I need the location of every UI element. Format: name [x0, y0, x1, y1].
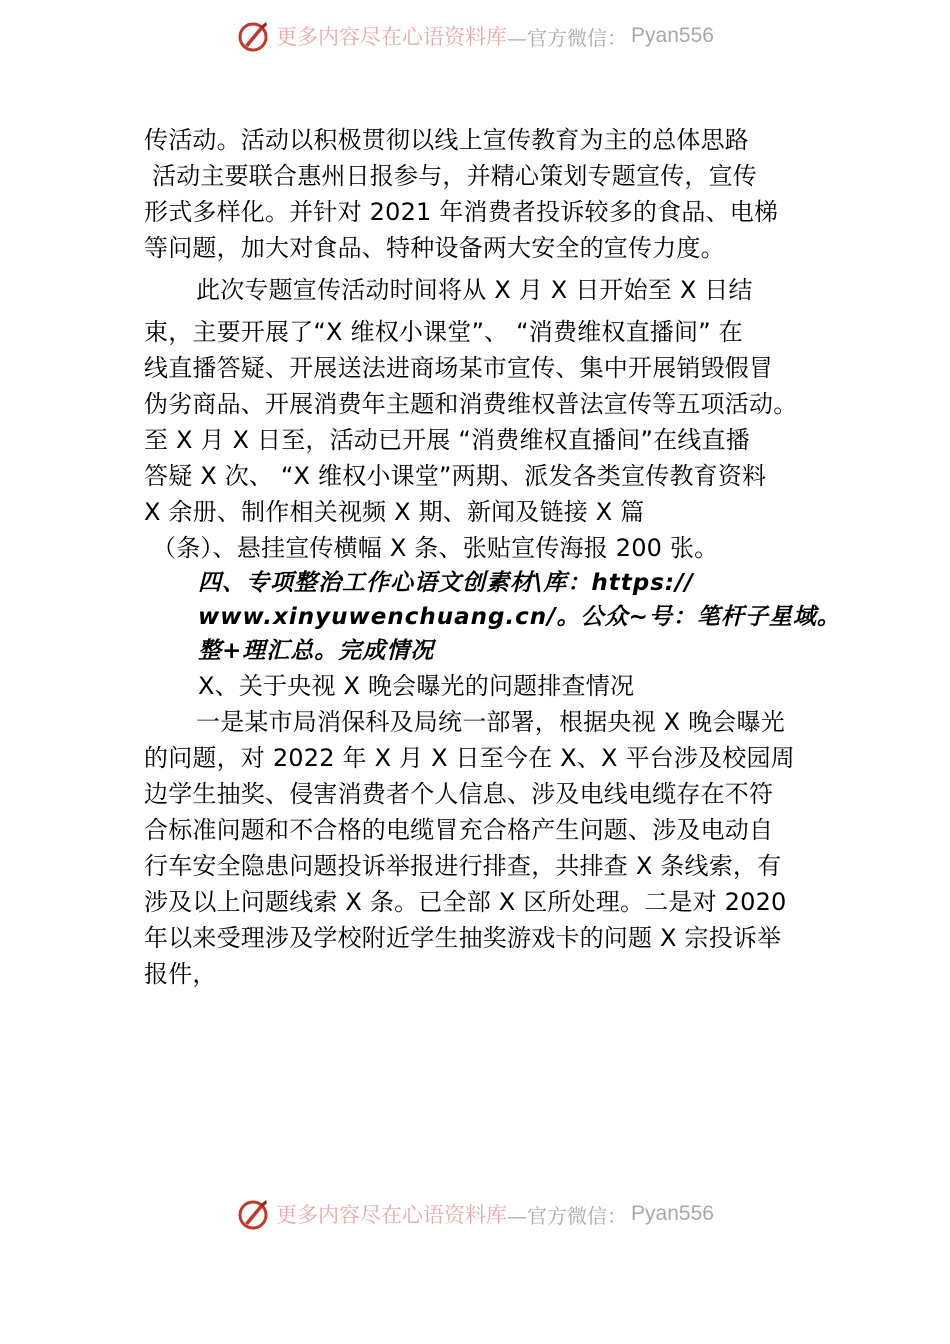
pen-circle-logo-icon	[236, 19, 270, 53]
subsection-heading: X、关于央视 X 晚会曝光的问题排查情况	[198, 672, 635, 700]
footer-wechat-handle: Pyan556	[631, 1202, 714, 1225]
text-line-8: 伪劣商品、开展消费年主题和消费维权普法宣传等五项活动。	[144, 390, 798, 418]
footer-brand-text: 更多内容尽在心语资料库	[276, 1203, 508, 1227]
text-line-21: 行车安全隐患问题投诉举报进行排查，共排查 X 条线索，有	[144, 852, 782, 880]
text-line-10: 答疑 X 次、 “X 维权小课堂”两期、派发各类宣传教育资料	[144, 462, 767, 490]
header-brand-text: 更多内容尽在心语资料库	[276, 25, 508, 49]
text-line-4: 等问题，加大对食品、特种设备两大安全的宣传力度。	[144, 234, 725, 262]
text-line-17: 一是某市局消保科及局统一部署，根据央视 X 晚会曝光	[196, 708, 785, 736]
text-line-1: 传活动。活动以积极贯彻以线上宣传教育为主的总体思路	[144, 126, 749, 154]
text-line-7: 线直播答疑、开展送法进商场某市宣传、集中开展销毁假冒	[144, 354, 774, 382]
text-line-6: 束，主要开展了“X 维权小课堂”、 “消费维权直播间” 在	[144, 318, 743, 346]
header-banner	[0, 14, 950, 58]
section-heading-line-2: www.xinyuwenchuang.cn/。公众~号：笔杆子星域。	[198, 604, 841, 630]
text-line-20: 合标准问题和不合格的电缆冒充合格产生问题、涉及电动自	[144, 816, 774, 844]
text-line-23: 年以来受理涉及学校附近学生抽奖游戏卡的问题 X 宗投诉举	[144, 924, 782, 952]
text-line-11: X 余册、制作相关视频 X 期、新闻及链接 X 篇	[144, 498, 645, 526]
text-line-12: （条）、悬挂宣传横幅 X 条、张贴宣传海报 200 张。	[152, 534, 719, 562]
section-heading-line-1: 四、专项整治工作心语文创素材\库：https://	[198, 570, 694, 596]
text-line-2: 活动主要联合惠州日报参与，并精心策划专题宣传，宣传	[152, 162, 757, 190]
text-line-18: 的问题，对 2022 年 X 月 X 日至今在 X、X 平台涉及校园周	[144, 744, 795, 772]
header-contact-text: —官方微信：	[507, 25, 628, 50]
text-line-9: 至 X 月 X 日至，活动已开展 “消费维权直播间”在线直播	[144, 426, 750, 454]
section-heading-line-3: 整+理汇总。完成情况	[198, 638, 435, 664]
text-line-3: 形式多样化。并针对 2021 年消费者投诉较多的食品、电梯	[144, 198, 779, 226]
text-line-19: 边学生抽奖、侵害消费者个人信息、涉及电线电缆存在不符	[144, 780, 774, 808]
document-body	[144, 122, 841, 992]
text-line-5: 此次专题宣传活动时间将从 X 月 X 日开始至 X 日结	[196, 276, 753, 304]
text-line-22: 涉及以上问题线索 X 条。已全部 X 区所处理。二是对 2020	[144, 888, 787, 916]
footer-contact-text: —官方微信：	[507, 1203, 628, 1228]
footer-banner	[0, 1192, 950, 1236]
text-line-24: 报件，	[144, 960, 217, 988]
pen-circle-logo-icon	[236, 1197, 270, 1231]
header-wechat-handle: Pyan556	[631, 24, 714, 47]
